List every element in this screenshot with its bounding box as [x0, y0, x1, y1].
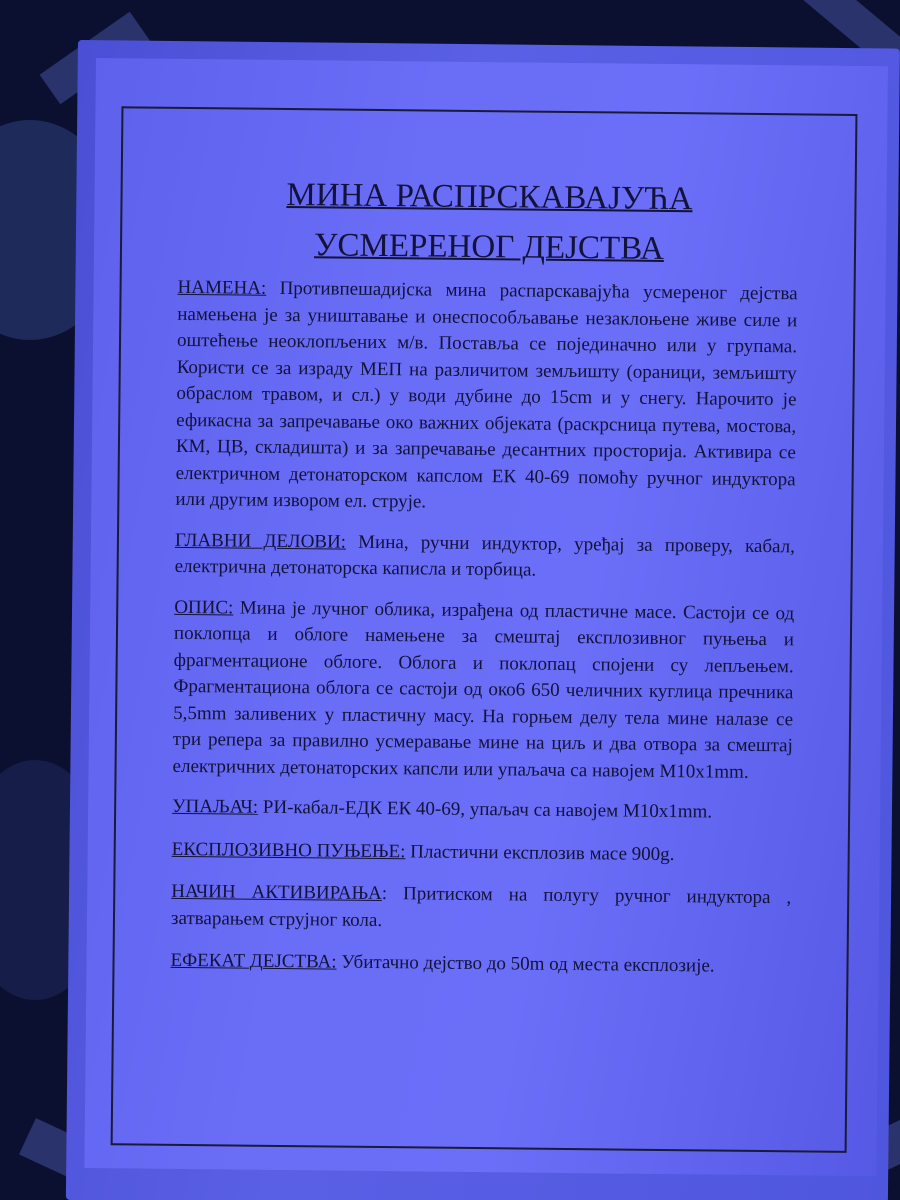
- section-label: ГЛАВНИ ДЕЛОВИ:: [174, 529, 347, 553]
- section-main-parts: [175, 527, 796, 586]
- title-line-1: МИНА РАСПРСКАВАЈУЋА: [286, 177, 693, 218]
- section-description: [172, 594, 794, 786]
- section-explosive-charge: [172, 836, 792, 869]
- notice-sheet: [84, 58, 888, 1176]
- section-fuze: [172, 794, 792, 827]
- page-title: [94, 168, 885, 276]
- section-text: Мина, ручни индуктор, уређај за проверу, кабал, електрична детонаторска каписла и торбица.: [174, 531, 796, 581]
- section-text: : Притиском на полугу ручног индуктора , затварањем струјног кола.: [170, 883, 792, 931]
- section-label: УПАЉАЧ:: [172, 795, 259, 818]
- section-text: Убитачно дејство до 50m од места експлозије.: [341, 951, 715, 977]
- section-label: ОПИС:: [174, 596, 234, 618]
- section-label: ЕКСПЛОЗИВНО ПУЊЕЊЕ:: [171, 838, 406, 862]
- section-purpose: [175, 275, 797, 520]
- section-text: РИ-кабал-ЕДК ЕК 40-69, упаљач са навојем M10x1mm.: [262, 796, 713, 823]
- section-label: НАЧИН АКТИВИРАЊА: [171, 880, 382, 905]
- section-label: НАМЕНА:: [177, 276, 267, 299]
- section-text: Противпешадијска мина распарскавајућа усмереног дејства намењена је за уништавање и онеспособљавање незаклоњене живе силе и оштећење неоклопљених м/в. Поставља се појединачно или у групама. Користи се за израду МЕП на различитом земљишту (ораници, земљишту обраслом травом, и сл.) у води дубине до 15cm и у снегу. Нарочито је ефикасна за запречавање око важних објеката (раскрсница путева, мостова, КМ, ЦВ, складишта) и за запречавање десантних просторија. Активира се електричном детонаторском капслом ЕК 40-69 помоћу ручног индуктора или другим извором ел. струје.: [175, 277, 798, 513]
- section-activation-method: [171, 879, 792, 938]
- section-effect: [170, 948, 790, 981]
- title-line-2: УСМЕРЕНОГ ДЕЈСТВА: [313, 227, 665, 267]
- section-label: ЕФЕКАТ ДЕЈСТВА:: [170, 949, 337, 973]
- document-body: [170, 275, 797, 995]
- section-text: Мина је лучног облика, израђена од пластичне масе. Састоји се од поклопца и облоге намењене за смештај експлозивног пуњења и фрагментационе облоге. Облога и поклопац спојени су лепљењем. Фрагментациона облога се састоји од око6 650 челичних куглица пречника 5,5mm заливених у пластичну масу. На горњем делу тела мине налазе се три репера за правилно усмеравање мине на циљ и два отвора за смештај електричних детонаторских капсли или упаљача са навојем M10x1mm.: [172, 597, 795, 783]
- section-text: Пластични експлозив масе 900g.: [410, 840, 675, 865]
